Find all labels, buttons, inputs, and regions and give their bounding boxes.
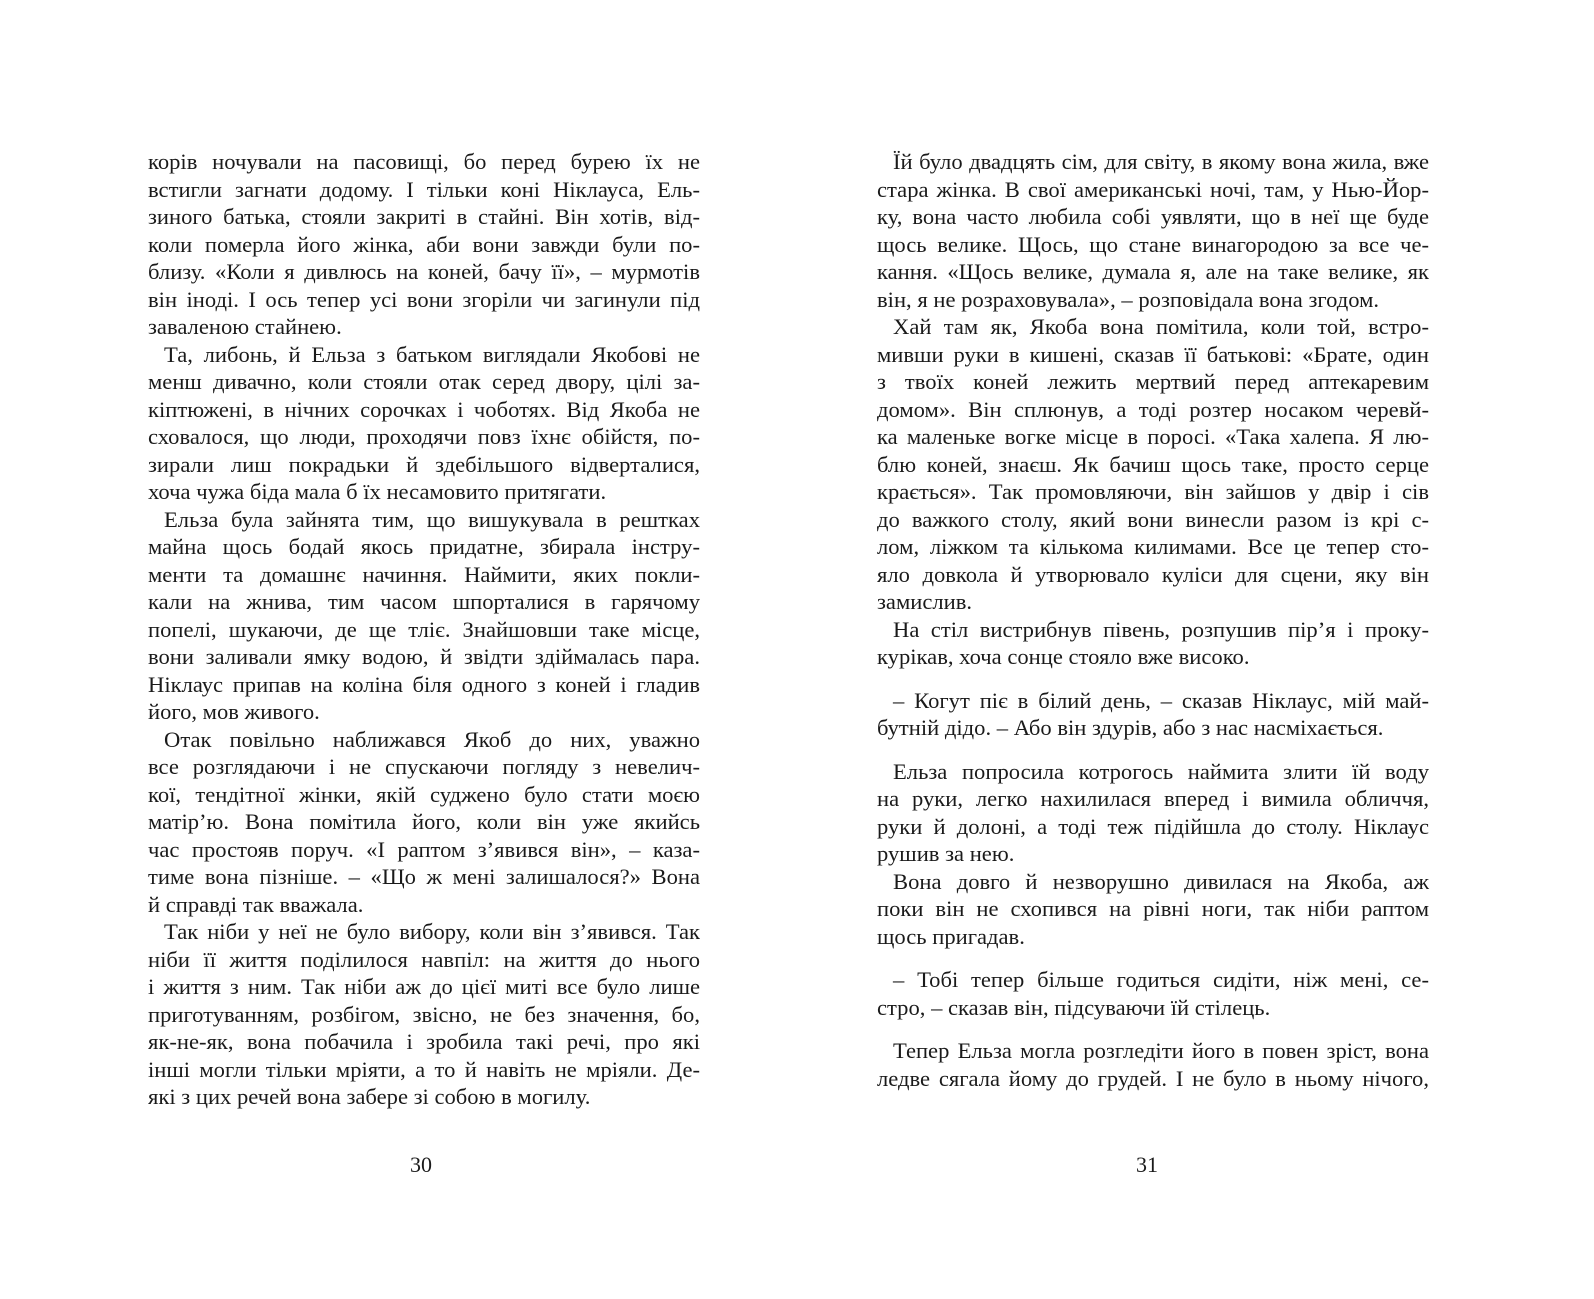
paragraph-gap	[877, 1021, 1429, 1037]
text-line: щось велике. Щось, що стане винагородою за все че-	[877, 231, 1429, 257]
page-number-left: 30	[410, 1152, 432, 1177]
text-line: встигли загнати додому. І тільки коні Ніклауса, Ель-	[148, 176, 700, 202]
paragraph-gap	[877, 671, 1429, 687]
text-line: щось пригадав.	[877, 923, 1025, 949]
text-line: менти та домашнє начиння. Наймити, яких покли-	[148, 561, 700, 587]
text-line: Так ніби у неї не було вибору, коли він з’явився. Так	[164, 919, 700, 944]
text-line: й справді так вважала.	[148, 891, 364, 917]
text-line: поки він не схопився на рівні ноги, так ніби раптом	[877, 896, 1429, 921]
text-line: домом». Він сплюнув, а тоді розтер носаком черевй-	[877, 396, 1429, 422]
text-line: сховалося, що люди, проходячи повз їхнє обійстя, по-	[148, 424, 700, 449]
text-line: яло довкола й утворювало куліси для сцени, яку він	[877, 561, 1429, 587]
text-line: майна щось бодай якось придатне, збирала інстру-	[148, 534, 700, 559]
text-line: він іноді. І ось тепер усі вони згоріли чи загинули під	[148, 286, 700, 312]
text-line: зирали лиш покрадьки й здебільшого відверталися,	[148, 451, 700, 477]
text-line: які з цих речей вона забере зі собою в могилу.	[148, 1084, 591, 1109]
text-line: Хай там як, Якоба вона помітила, коли той, встро-	[893, 314, 1429, 339]
text-line: до важкого столу, який вони винесли разом із крі с-	[877, 506, 1429, 532]
text-line: близу. «Коли я дивлюсь на коней, бачу її», – мурмотів	[148, 259, 700, 284]
text-line: Отак повільно наближався Якоб до них, уважно	[164, 726, 700, 752]
text-line: Ельза була зайнята тим, що вишукувала в рештках	[164, 506, 700, 532]
text-line: матір’ю. Вона помітила його, коли він уже якийсь	[148, 809, 700, 834]
text-line: курікав, хоча сонце стояло вже високо.	[877, 644, 1250, 669]
text-line: як-не-як, вона побачила і зробила такі речі, про які	[148, 1029, 700, 1054]
right-page	[797, 0, 1594, 1299]
text-line: ка маленьке вогке місце в поросі. «Така халепа. Я лю-	[877, 424, 1429, 449]
text-line: менш дивачно, коли стояли отак серед двору, цілі за-	[148, 369, 700, 394]
text-line: лом, ліжком та кількома килимами. Все це тепер сто-	[877, 534, 1429, 559]
text-line: все розглядаючи і не спускаючи погляду з невелич-	[148, 754, 700, 779]
text-line: Їй було двадцять сім, для світу, в якому вона жила, вже	[893, 149, 1429, 174]
text-line: і життя з ним. Так ніби аж до цієї миті все було лише	[148, 974, 700, 999]
text-line: блю коней, знаєш. Як бачиш щось таке, просто серце	[877, 451, 1429, 477]
text-line: його, мов живого.	[148, 699, 320, 724]
paragraph-gap	[877, 950, 1429, 966]
text-line: ніби її життя поділилося навпіл: на життя до нього	[148, 946, 700, 972]
text-line: Ніклаус припав на коліна біля одного з коней і гладив	[148, 671, 700, 697]
text-line: коли померла його жінка, аби вони завжди були по-	[148, 231, 700, 257]
text-line: приготуванням, розбігом, звісно, не без значення, бо,	[148, 1001, 700, 1027]
text-line: вони заливали ямку водою, й звідти здіймалась пара.	[148, 644, 700, 669]
text-line: Вона довго й незворушно дивилася на Якоба, аж	[893, 868, 1429, 894]
right-page-text	[877, 148, 1429, 1092]
text-line: стро, – сказав він, підсуваючи їй стілець.	[877, 994, 1271, 1020]
text-line: мивши руки в кишені, сказав її батькові: «Брате, один	[877, 341, 1429, 367]
paragraph-gap	[877, 742, 1429, 758]
text-line: Ельза попросила котрогось наймита злити їй воду	[893, 758, 1429, 784]
text-line: рушив за нею.	[877, 841, 1015, 866]
text-line: ледве сягала йому до грудей. І не було в ньому нічого,	[877, 1065, 1429, 1091]
page-number-right: 31	[1136, 1152, 1158, 1177]
text-line: зиного батька, стояли закриті в стайні. Він хотів, від-	[148, 204, 700, 229]
text-line: інші могли тільки мріяти, а то й навіть не мріяли. Де-	[148, 1056, 700, 1082]
text-line: замислив.	[877, 589, 973, 614]
text-line: Та, либонь, й Ельза з батьком виглядали Якобові не	[164, 341, 700, 367]
text-line: він, я не розраховувала», – розповідала вона згодом.	[877, 286, 1380, 312]
text-line: попелі, шукаючи, де ще тліє. Знайшовши таке місце,	[148, 616, 700, 642]
left-page-text	[148, 148, 700, 1111]
text-line: кої, тендітної жінки, якій суджено було стати моєю	[148, 781, 700, 807]
text-line: – Тобі тепер більше годиться сидіти, ніж мені, се-	[893, 967, 1429, 992]
text-line: заваленою стайнею.	[148, 314, 342, 339]
text-line: кали на жнива, тим часом шпорталися в гарячому	[148, 589, 700, 614]
text-line: На стіл вистрибнув півень, розпушив пір’я і проку-	[893, 616, 1429, 642]
text-line: руки й долоні, а тоді теж підійшла до столу. Ніклаус	[877, 813, 1429, 839]
text-line: крається». Так промовляючи, він зайшов у двір і сів	[877, 479, 1429, 504]
text-line: корів ночували на пасовищі, бо перед бурею їх не	[148, 149, 700, 174]
text-line: на руки, легко нахилилася вперед і вимила обличчя,	[877, 786, 1429, 811]
text-line: бутній дідо. – Або він здурів, або з нас насміхається.	[877, 715, 1384, 740]
text-line: – Когут піє в білий день, – сказав Ніклаус, мій май-	[893, 687, 1429, 713]
text-line: стара жінка. В свої американські ночі, там, у Нью-Йор-	[877, 176, 1429, 202]
text-line: з твоїх коней лежить мертвий перед аптекаревим	[877, 369, 1429, 394]
text-line: ку, вона часто любила собі уявляти, що в неї ще буде	[877, 204, 1429, 229]
text-line: тиме вона пізніше. – «Що ж мені залишалося?» Вона	[148, 864, 700, 889]
text-line: кіптюжені, в нічних сорочках і чоботях. Від Якоба не	[148, 396, 700, 422]
text-line: кання. «Щось велике, думала я, але на таке велике, як	[877, 259, 1429, 284]
text-line: час простояв поруч. «І раптом з’явився він», – каза-	[148, 836, 700, 862]
text-line: хоча чужа біда мала б їх несамовито притягати.	[148, 479, 607, 504]
text-line: Тепер Ельза могла розгледіти його в повен зріст, вона	[893, 1038, 1429, 1063]
